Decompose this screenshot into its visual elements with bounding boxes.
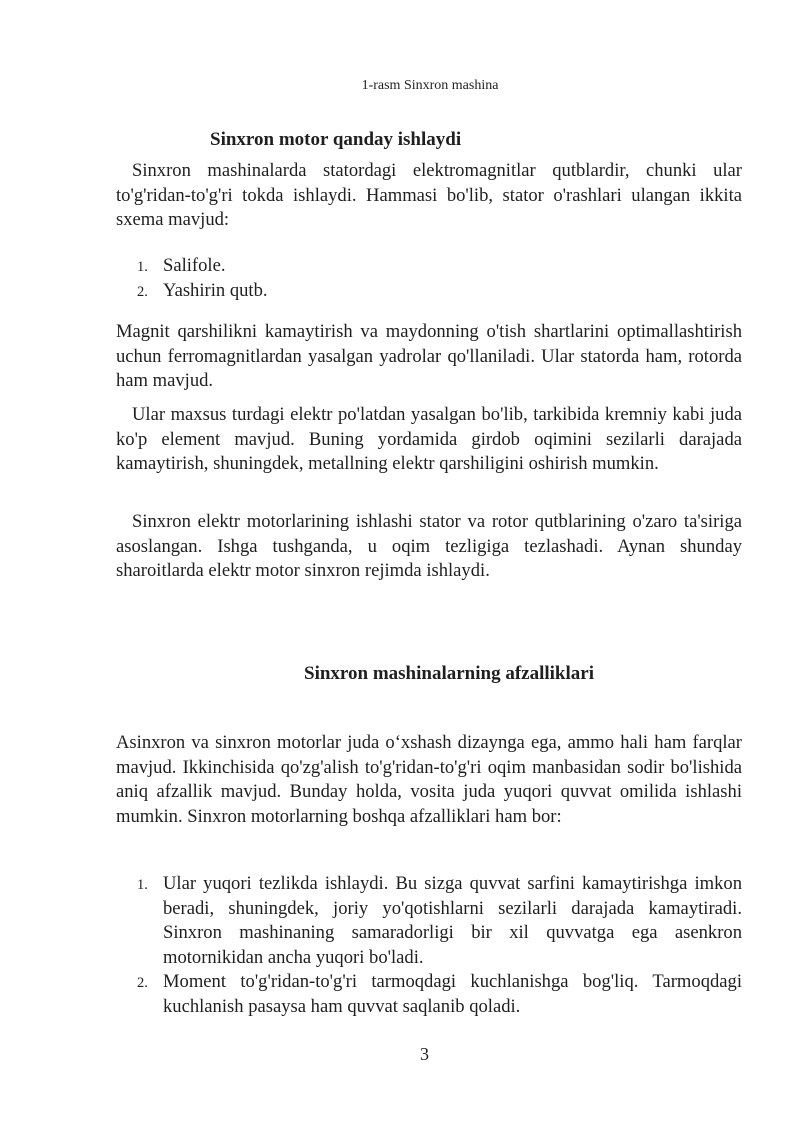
- list-item-number: 1.: [137, 259, 148, 275]
- paragraph-advantages-intro: Asinxron va sinxron motorlar juda oʻxshash dizaynga ega, ammo hali ham farqlar mavjud. Ikkinchisida qo'zg'alish to'g'ridan-to'g'ri oqim manbasidan sodir bo'lishida aniq afzallik mavjud. Bunday holda, vosita juda yuqori quvvat omilida ishlashi mumkin. Sinxron motorlarning boshqa afzalliklari ham bor:: [116, 732, 742, 827]
- section-heading-advantages: Sinxron mashinalarning afzalliklari: [304, 663, 594, 684]
- paragraph-electrical-steel: Ular maxsus turdagi elektr po'latdan yasalgan bo'lib, tarkibida kremniy kabi juda ko'p element mavjud. Buning yordamida girdob oqimini sezilarli darajada kamaytirish, shuningdek, metallning elektr qarshiligini oshirish mumkin.: [116, 404, 742, 475]
- list-item-number: 1.: [137, 877, 148, 893]
- section-heading-how-it-works: Sinxron motor qanday ishlaydi: [210, 129, 462, 150]
- list-item-number: 2.: [137, 283, 148, 300]
- list-item: [116, 872, 742, 970]
- paragraph-ferromagnetic-cores: Magnit qarshilikni kamaytirish va maydonning o'tish shartlarini optimallashtirish uchun ferromagnitlardan yasalgan yadrolar qo'llaniladi. Ular statorda ham, rotorda ham mavjud.: [116, 321, 742, 392]
- list-item-text: Salifole.: [163, 255, 226, 276]
- list-item-text: Ular yuqori tezlikda ishlaydi. Bu sizga quvvat sarfini kamaytirishga imkon beradi, shuningdek, joriy yo'qotishlarni sezilarli darajada kamaytiradi. Sinxron mashinaning samaradorligi bir xil quvvatga ega asenkron motornikidan ancha yuqori bo'ladi.: [163, 873, 742, 968]
- list-item: [116, 279, 742, 304]
- list-item: [116, 254, 742, 279]
- pole-type-list: [116, 254, 742, 303]
- list-item: [116, 970, 742, 1019]
- paragraph-operation: Sinxron elektr motorlarining ishlashi stator va rotor qutblarining o'zaro ta'siriga asoslangan. Ishga tushganda, u oqim tezligiga tezlashadi. Aynan shunday sharoitlarda elektr motor sinxron rejimda ishlaydi.: [116, 511, 742, 582]
- list-item-text: Moment to'g'ridan-to'g'ri tarmoqdagi kuchlanishga bog'liq. Tarmoqdagi kuchlanish pasaysa ham quvvat saqlanib qoladi.: [163, 971, 742, 1017]
- page-number: 3: [420, 1044, 429, 1064]
- list-item-number: 2.: [137, 975, 148, 992]
- figure-caption: 1-rasm Sinxron mashina: [361, 78, 499, 93]
- advantages-list: [116, 872, 742, 1020]
- paragraph-intro: Sinxron mashinalarda statordagi elektromagnitlar qutblardir, chunki ular to'g'ridan-to'g'ri tokda ishlaydi. Hammasi bo'lib, stator o'rashlari ulangan ikkita sxema mavjud:: [116, 160, 742, 231]
- list-item-text: Yashirin qutb.: [163, 279, 268, 301]
